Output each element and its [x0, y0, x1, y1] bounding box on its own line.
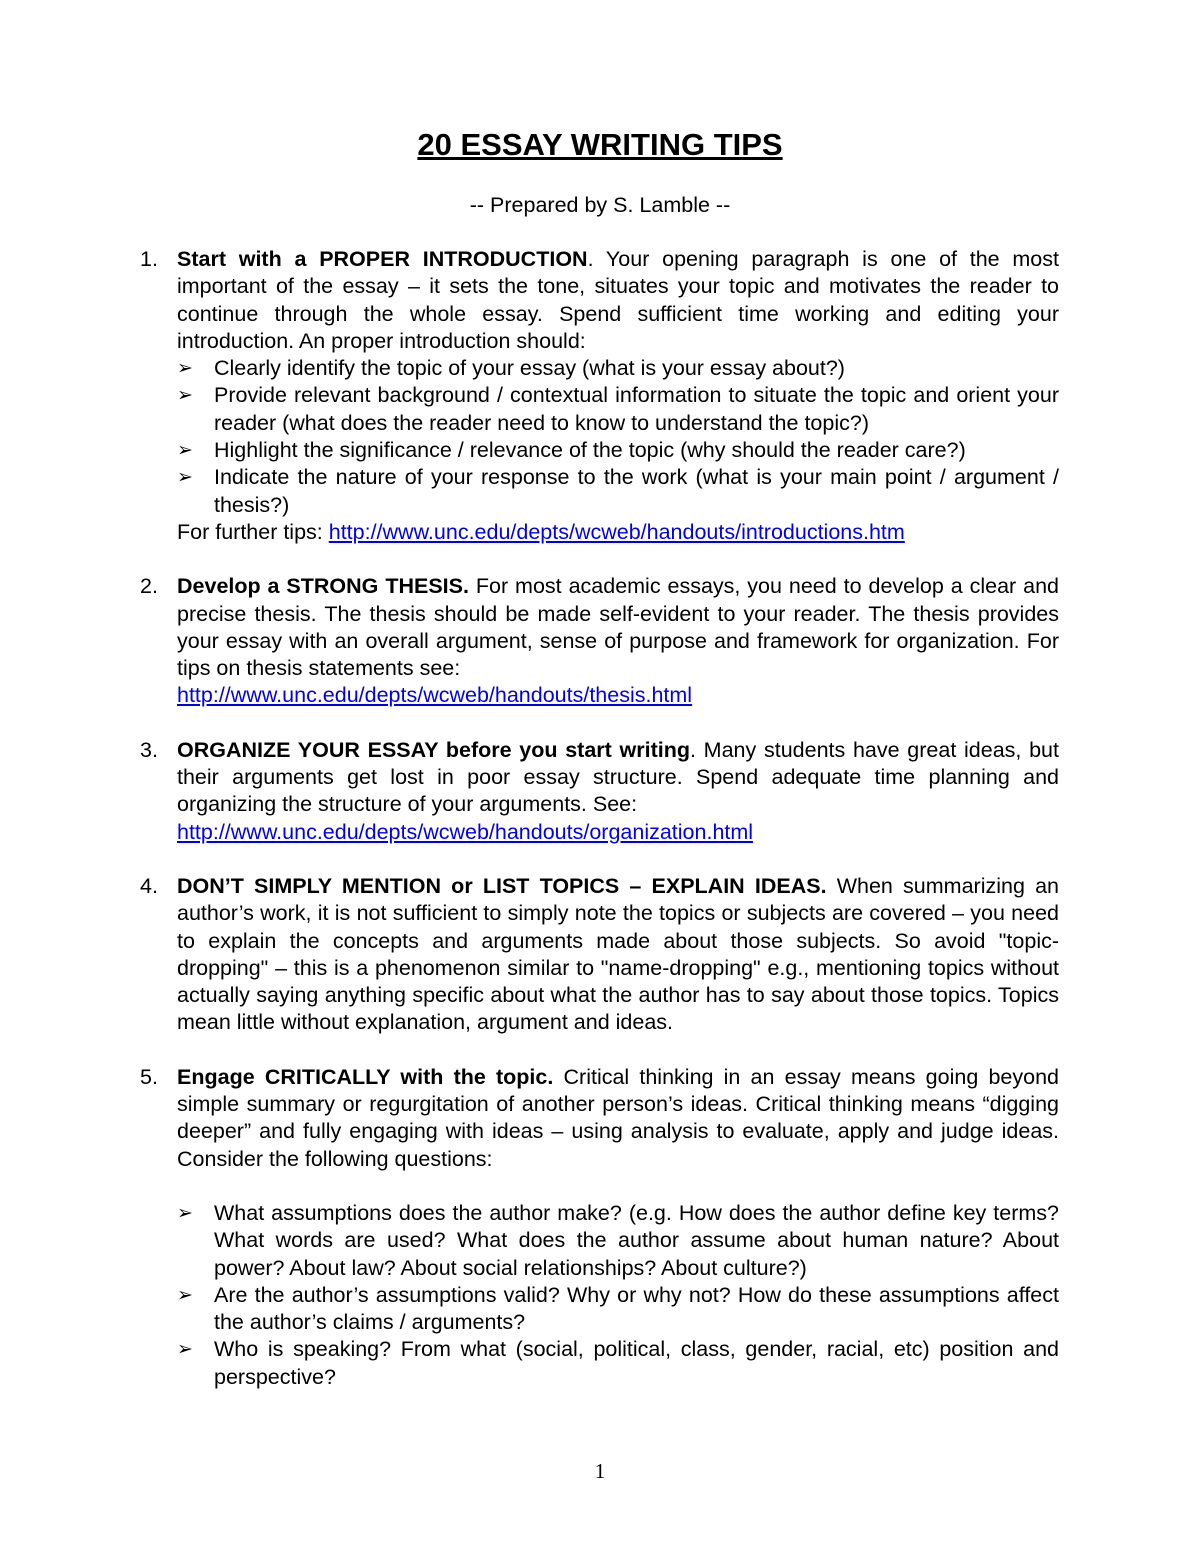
tip-2 — [0, 573, 1200, 709]
arrowhead-bullet-icon: ➢ — [177, 467, 193, 489]
list-item — [177, 382, 1059, 437]
tip-text: When summarizing an author’s work, it is not sufficient to simply note the topics or subjects are covered – you need to explain the concepts and arguments made about those subjects. So avoid "topic-dropping" – this is a phenomenon similar to "name-dropping" e.g., mentioning topics without actually saying anything specific about what the author has to say about those topics. Topics mean little without explanation, argument and ideas. — [177, 873, 1059, 1035]
further-tips-label: For further tips: — [177, 519, 329, 544]
page-number: 1 — [594, 1459, 606, 1483]
bullet-text: Highlight the significance / relevance of the topic (why should the reader care?) — [214, 438, 966, 463]
tip-body — [177, 573, 1059, 709]
tip-text: For most academic essays, you need to develop a clear and precise thesis. The thesis should be made self-evident to your reader. The thesis provides your essay with an overall argument, sense of purpose and framework for organization. For tips on thesis statements see: — [177, 574, 1059, 681]
tip-link-line — [177, 819, 1059, 846]
tip-heading: Engage CRITICALLY with the topic. — [177, 1064, 554, 1089]
tip-5 — [0, 1064, 1200, 1391]
tip-number: 1. — [140, 247, 158, 271]
bullet-list — [177, 1200, 1059, 1391]
tip-body — [177, 1064, 1059, 1391]
document-subtitle: -- Prepared by S. Lamble -- — [469, 193, 731, 217]
tip-heading: Start with a PROPER INTRODUCTION — [177, 247, 588, 271]
tip-number: 3. — [140, 737, 158, 762]
tip-number: 5. — [140, 1064, 158, 1089]
tip-body — [177, 246, 1059, 546]
arrowhead-bullet-icon: ➢ — [177, 385, 193, 407]
introductions-link[interactable]: http://www.unc.edu/depts/wcweb/handouts/introductions.htm — [328, 519, 905, 544]
arrowhead-bullet-icon: ➢ — [177, 440, 193, 462]
tip-paragraph — [177, 246, 1059, 355]
tip-3 — [0, 737, 1200, 846]
document-title: 20 ESSAY WRITING TIPS — [417, 127, 783, 162]
list-item — [177, 437, 1059, 464]
tip-text: . Many students have great ideas, but their arguments get lost in poor essay structure. Spend adequate time planning and organizing the structure of your arguments. See: — [177, 737, 1059, 817]
bullet-text: Who is speaking? From what (social, political, class, gender, racial, etc) position and perspective? — [214, 1337, 1059, 1389]
list-item — [177, 355, 1059, 382]
tip-number: 4. — [140, 873, 158, 898]
list-item — [177, 464, 1059, 519]
bullet-text: Provide relevant background / contextual information to situate the topic and orient your reader (what does the reader need to know to understand the topic?) — [214, 383, 1059, 435]
tip-link-line — [177, 682, 1059, 709]
arrowhead-bullet-icon: ➢ — [177, 358, 193, 380]
thesis-link[interactable]: http://www.unc.edu/depts/wcweb/handouts/thesis.html — [177, 683, 693, 708]
tip-number: 2. — [140, 574, 158, 599]
further-tips — [177, 519, 1059, 546]
tip-paragraph — [177, 1064, 1059, 1173]
arrowhead-bullet-icon: ➢ — [177, 1339, 193, 1361]
tip-text: . Your opening paragraph is one of the most important of the essay – it sets the tone, situates your topic and motivates the reader to continue through the whole essay. Spend sufficient time working and editing your introduction. An proper introduction should: — [177, 247, 1059, 353]
list-item — [177, 1200, 1059, 1282]
tip-1 — [0, 246, 1200, 546]
tip-text: Critical thinking in an essay means going beyond simple summary or regurgitation of another person’s ideas. Critical thinking means “digging deeper” and fully engaging with ideas – using analysis to evaluate, apply and judge ideas. Consider the following questions: — [177, 1064, 1059, 1171]
tip-4 — [0, 873, 1200, 1037]
bullet-list — [177, 355, 1059, 519]
bullet-text: Indicate the nature of your response to the work (what is your main point / argument / thesis?) — [214, 465, 1059, 517]
tip-heading: DON’T SIMPLY MENTION or LIST TOPICS – EXPLAIN IDEAS. — [177, 873, 827, 898]
bullet-text: Clearly identify the topic of your essay (what is your essay about?) — [214, 356, 845, 381]
tip-paragraph — [177, 573, 1059, 682]
organization-link[interactable]: http://www.unc.edu/depts/wcweb/handouts/organization.html — [177, 819, 754, 844]
tip-paragraph — [177, 737, 1059, 819]
tip-body — [177, 873, 1059, 1037]
list-item — [177, 1336, 1059, 1391]
bullet-text: What assumptions does the author make? (e.g. How does the author define key terms? What words are used? What does the author assume about human nature? About power? About law? About social relationships? About culture?) — [214, 1200, 1059, 1280]
bullet-text: Are the author’s assumptions valid? Why or why not? How do these assumptions affect the author’s claims / arguments? — [214, 1282, 1059, 1335]
tip-paragraph — [177, 873, 1059, 1037]
tip-heading: Develop a STRONG THESIS. — [177, 574, 469, 599]
list-item — [177, 1282, 1059, 1337]
tip-heading: ORGANIZE YOUR ESSAY before you start writing — [177, 737, 690, 762]
tip-body — [177, 737, 1059, 846]
arrowhead-bullet-icon: ➢ — [177, 1202, 193, 1224]
arrowhead-bullet-icon: ➢ — [177, 1284, 193, 1306]
tips-list — [0, 246, 1200, 1391]
